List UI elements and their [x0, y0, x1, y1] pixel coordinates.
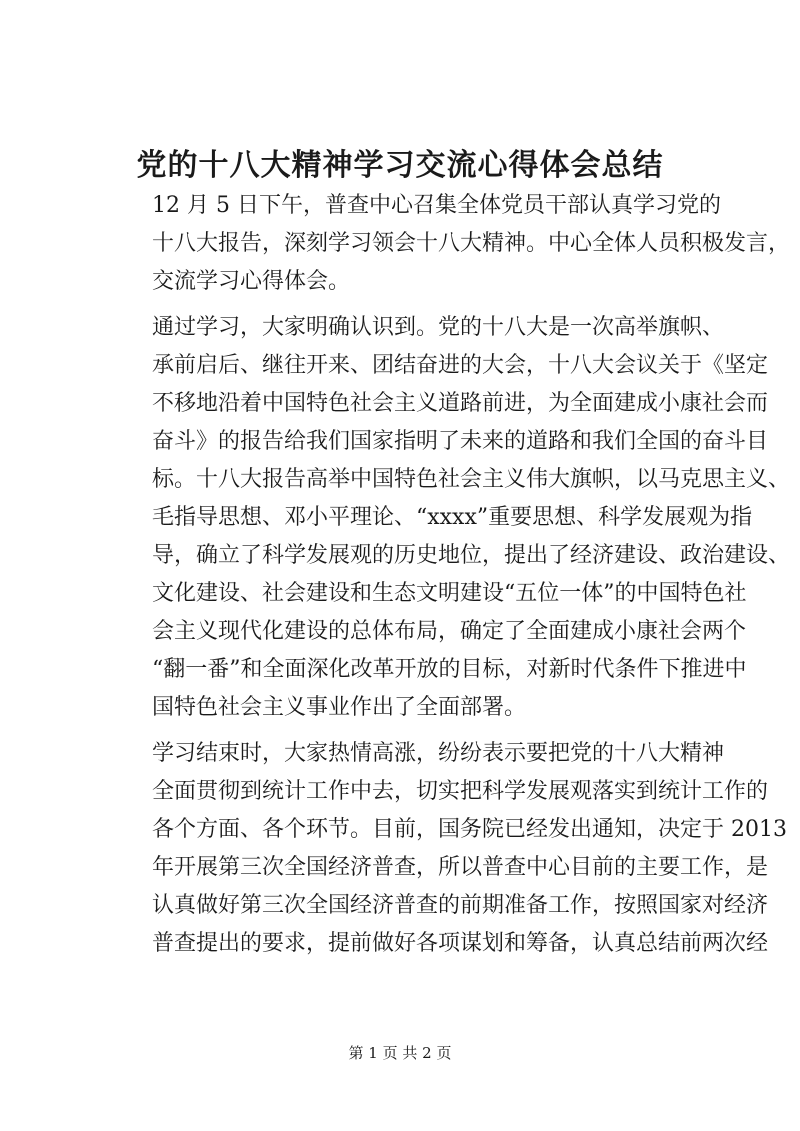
- text-line: 承前启后、继往开来、团结奋进的大会，十八大会议关于《坚定: [152, 353, 769, 378]
- document-body: [108, 187, 791, 971]
- text-line: 国特色社会主义事业作出了全面部署。: [152, 695, 527, 720]
- text-line: 各个方面、各个环节。目前，国务院已经发出通知，决定于 2013: [152, 817, 787, 842]
- text-line: 奋斗》的报告给我们国家指明了未来的道路和我们全国的奋斗目: [152, 429, 769, 454]
- text-line: 交流学习心得体会。: [152, 269, 351, 294]
- text-line: 不移地沿着中国特色社会主义道路前进，为全面建成小康社会而: [152, 391, 769, 416]
- paragraph-1: [108, 187, 791, 301]
- text-line: 文化建设、社会建设和生态文明建设“五位一体”的中国特色社: [152, 581, 747, 606]
- text-line: “翻一番”和全面深化改革开放的目标，对新时代条件下推进中: [152, 657, 747, 682]
- text-line: 12 月 5 日下午，普查中心召集全体党员干部认真学习党的: [152, 193, 721, 218]
- document-title: 党的十八大精神学习交流心得体会总结: [136, 148, 664, 183]
- text-line: 学习结束时，大家热情高涨，纷纷表示要把党的十八大精神: [152, 741, 725, 766]
- text-line: 导，确立了科学发展观的历史地位，提出了经济建设、政治建设、: [152, 543, 791, 568]
- text-line: 会主义现代化建设的总体布局，确定了全面建成小康社会两个: [152, 619, 747, 644]
- text-line: 普查提出的要求，提前做好各项谋划和筹备，认真总结前两次经: [152, 931, 769, 956]
- text-line: 年开展第三次全国经济普查，所以普查中心目前的主要工作，是: [152, 855, 769, 880]
- text-line: 标。十八大报告高举中国特色社会主义伟大旗帜，以马克思主义、: [152, 467, 791, 492]
- paragraph-2: [108, 309, 791, 727]
- text-line: 毛指导思想、邓小平理论、“xxxx”重要思想、科学发展观为指: [152, 505, 753, 530]
- page-number-footer: 第 1 页 共 2 页: [348, 1044, 452, 1062]
- text-line: 十八大报告，深刻学习领会十八大精神。中心全体人员积极发言，: [152, 231, 791, 256]
- text-line: 认真做好第三次全国经济普查的前期准备工作，按照国家对经济: [152, 893, 769, 918]
- text-line: 通过学习，大家明确认识到。党的十八大是一次高举旗帜、: [152, 315, 725, 340]
- paragraph-3: [108, 735, 787, 963]
- text-line: 全面贯彻到统计工作中去，切实把科学发展观落实到统计工作的: [152, 779, 769, 804]
